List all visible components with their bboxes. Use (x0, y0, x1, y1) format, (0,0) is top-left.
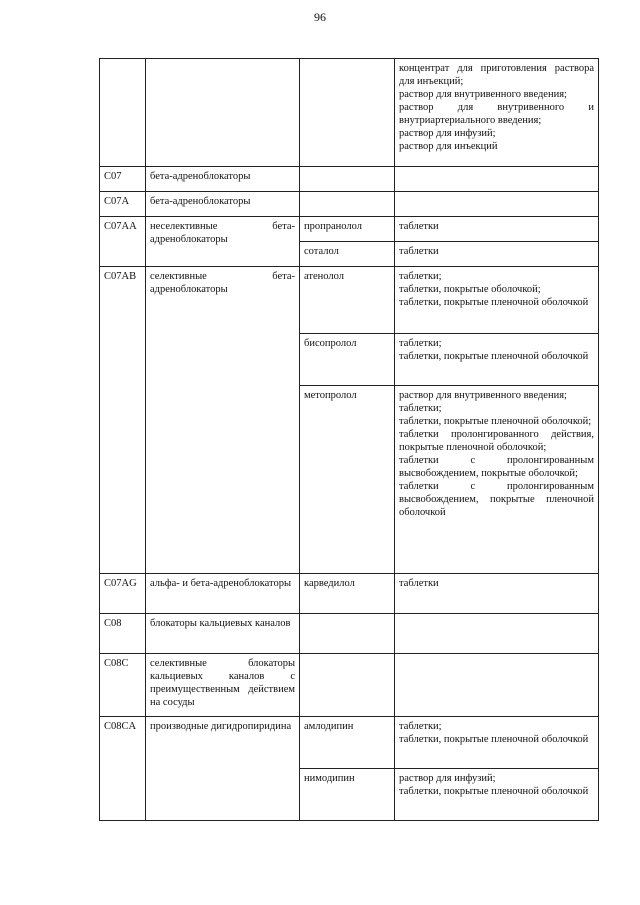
table-row (100, 614, 599, 654)
dosage-form: таблетки; (399, 721, 442, 732)
dosage-forms-cell (395, 242, 599, 267)
dosage-forms-cell (395, 574, 599, 614)
drug-name-cell (300, 59, 395, 167)
drug-name-cell: соталол (300, 242, 395, 267)
dosage-forms-cell (395, 267, 599, 334)
dosage-forms-cell (395, 192, 599, 217)
dosage-form: таблетки пролонгированного действия, покрытые пленочной оболочкой; (399, 429, 594, 453)
dosage-forms-cell (395, 59, 599, 167)
drug-name-cell (300, 654, 395, 717)
atc-group-cell (146, 59, 300, 167)
drug-name-cell: пропранолол (300, 217, 395, 242)
dosage-form: таблетки (399, 578, 439, 589)
dosage-form: таблетки (399, 246, 439, 257)
dosage-form: таблетки; (399, 271, 442, 282)
drug-name-cell: бисопролол (300, 334, 395, 386)
table-row (100, 59, 599, 167)
atc-code-cell (100, 59, 146, 167)
dosage-form: концентрат для приготовления раствора для инъекций; (399, 63, 594, 87)
dosage-forms-cell (395, 614, 599, 654)
atc-group-cell: селективные блокаторы кальциевых каналов с преимущественным действием на сосуды (146, 654, 300, 717)
page-number: 96 (314, 10, 326, 24)
dosage-form: таблетки, покрытые оболочкой; (399, 284, 541, 295)
atc-code-cell: C08C (100, 654, 146, 717)
dosage-form: таблетки; (399, 403, 442, 414)
drug-name-cell (300, 167, 395, 192)
atc-code-cell: C07AG (100, 574, 146, 614)
table-row (100, 217, 599, 242)
drug-name-cell: амлодипин (300, 717, 395, 769)
drug-name-cell (300, 614, 395, 654)
table-row (100, 192, 599, 217)
atc-group-cell: производные дигидропиридина (146, 717, 300, 821)
atc-group-cell: бета-адреноблокаторы (146, 167, 300, 192)
dosage-forms-cell (395, 386, 599, 574)
dosage-forms-cell (395, 167, 599, 192)
dosage-form: таблетки, покрытые пленочной оболочкой (399, 786, 589, 797)
drug-name-cell (300, 192, 395, 217)
drug-table (99, 58, 599, 821)
dosage-form: таблетки, покрытые пленочной оболочкой (399, 734, 589, 745)
atc-code-cell: C07 (100, 167, 146, 192)
drug-table-body (100, 59, 599, 821)
table-row (100, 717, 599, 769)
table-row (100, 167, 599, 192)
dosage-form: раствор для внутривенного и внутриартериального введения; (399, 102, 594, 126)
atc-group-cell: альфа- и бета-адреноблокаторы (146, 574, 300, 614)
dosage-forms-cell (395, 217, 599, 242)
atc-group-cell: селективные бета-адреноблокаторы (146, 267, 300, 574)
atc-code-cell: C08 (100, 614, 146, 654)
dosage-form: раствор для внутривенного введения; (399, 89, 567, 100)
dosage-forms-cell (395, 717, 599, 769)
atc-code-cell: C07AA (100, 217, 146, 267)
dosage-form: раствор для инфузий; (399, 128, 496, 139)
atc-group-cell: неселективные бета-адреноблокаторы (146, 217, 300, 267)
dosage-form: таблетки, покрытые пленочной оболочкой (399, 351, 589, 362)
atc-code-cell: C07A (100, 192, 146, 217)
table-row (100, 267, 599, 334)
atc-group-cell: бета-адреноблокаторы (146, 192, 300, 217)
dosage-form: таблетки, покрытые пленочной оболочкой (399, 297, 589, 308)
atc-group-cell: блокаторы кальциевых каналов (146, 614, 300, 654)
dosage-form: таблетки с пролонгированным высвобождением, покрытые пленочной оболочкой (399, 481, 594, 518)
drug-name-cell: нимодипин (300, 769, 395, 821)
dosage-form: таблетки с пролонгированным высвобождением, покрытые оболочкой; (399, 455, 594, 479)
table-row (100, 654, 599, 717)
drug-name-cell: карведилол (300, 574, 395, 614)
drug-name-cell: метопролол (300, 386, 395, 574)
dosage-form: таблетки; (399, 338, 442, 349)
dosage-form: раствор для внутривенного введения; (399, 390, 567, 401)
dosage-forms-cell (395, 334, 599, 386)
atc-code-cell: C08CA (100, 717, 146, 821)
dosage-form: раствор для инфузий; (399, 773, 496, 784)
table-row (100, 574, 599, 614)
drug-name-cell: атенолол (300, 267, 395, 334)
atc-code-cell: C07AB (100, 267, 146, 574)
dosage-form: раствор для инъекций (399, 141, 498, 152)
dosage-forms-cell (395, 769, 599, 821)
dosage-forms-cell (395, 654, 599, 717)
dosage-form: таблетки (399, 221, 439, 232)
dosage-form: таблетки, покрытые пленочной оболочкой; (399, 416, 592, 427)
